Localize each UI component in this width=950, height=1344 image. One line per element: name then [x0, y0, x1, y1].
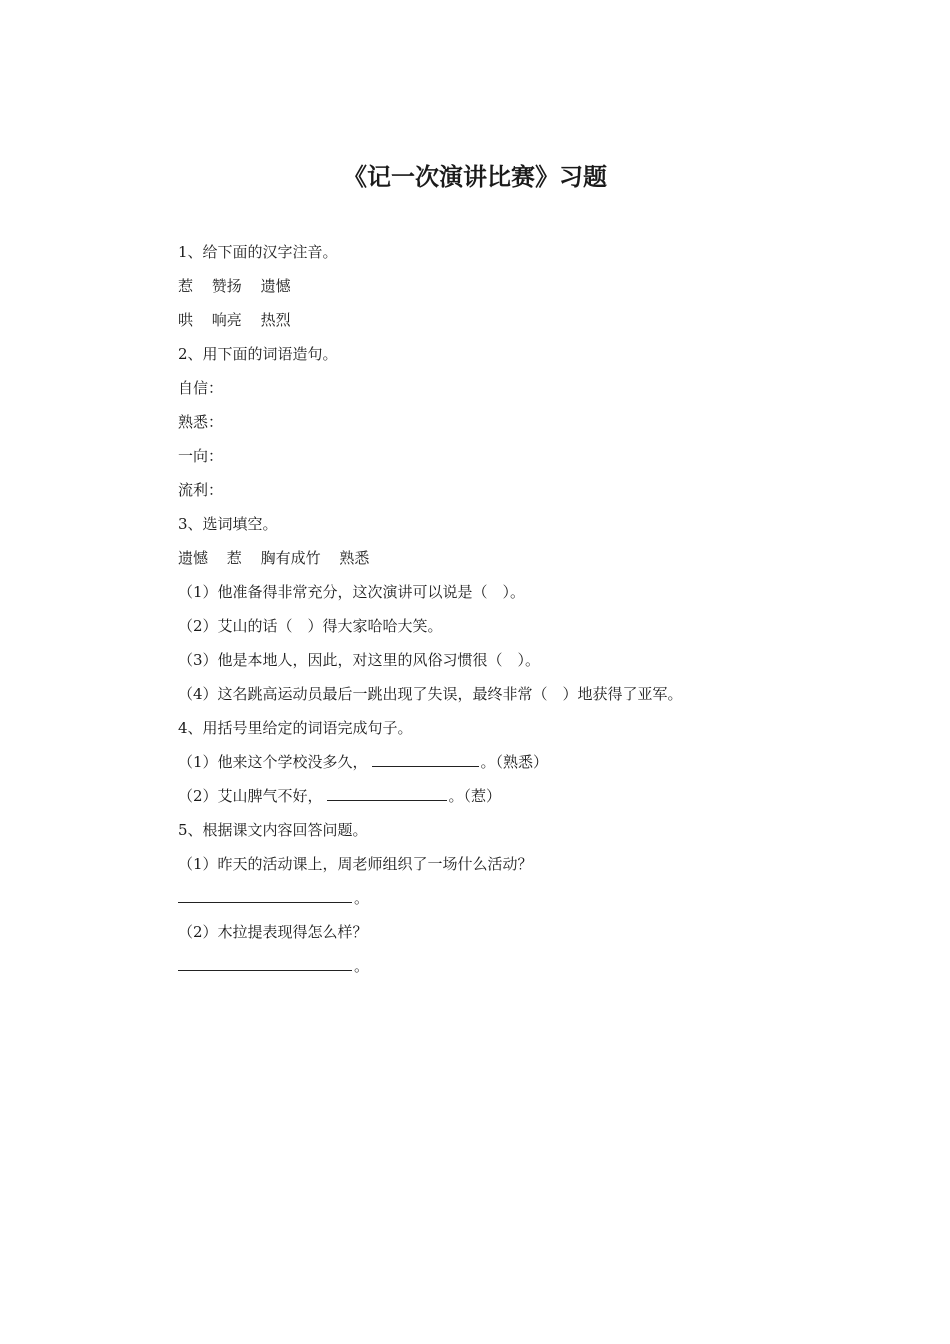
q3-heading: 3、选词填空。 — [178, 515, 278, 533]
q1-word: 赞扬 — [211, 277, 242, 295]
q4-item-hint: 。（惹） — [448, 787, 502, 805]
q1-word: 响亮 — [211, 311, 242, 329]
q5-answer-line — [178, 955, 818, 989]
q1-word: 惹 — [178, 277, 194, 295]
answer-blank — [327, 786, 447, 801]
q1-heading: 1、给下面的汉字注音。 — [178, 243, 338, 261]
q3-option: 胸有成竹 — [260, 549, 321, 567]
q1-word: 哄 — [178, 311, 194, 329]
answer-blank — [372, 752, 479, 767]
q3-item: （4）这名跳高运动员最后一跳出现了失误，最终非常（ ）地获得了亚军。 — [178, 685, 683, 703]
q4-item — [178, 751, 818, 785]
q3-item: （3）他是本地人，因此，对这里的风俗习惯很（ ）。 — [178, 651, 541, 669]
q3-item: （1）他准备得非常充分，这次演讲可以说是（ ）。 — [178, 583, 526, 601]
q3-option: 熟悉 — [339, 549, 370, 567]
q2-word-prompt: 流利： — [178, 481, 224, 499]
q1-word: 遗憾 — [260, 277, 291, 295]
q3-options — [178, 547, 818, 581]
q3-item: （2）艾山的话（ ）得大家哈哈大笑。 — [178, 617, 443, 635]
q4-item-text: （2）艾山脾气不好， — [178, 787, 323, 805]
answer-blank — [178, 956, 352, 971]
q5-heading: 5、根据课文内容回答问题。 — [178, 821, 368, 839]
q4-heading: 4、用括号里给定的词语完成句子。 — [178, 719, 413, 737]
q4-item-text: （1）他来这个学校没多久， — [178, 753, 368, 771]
q2-word-prompt: 自信： — [178, 379, 224, 397]
q5-answer-line — [178, 887, 818, 921]
q4-item-hint: 。（熟悉） — [480, 753, 549, 771]
q3-option: 惹 — [226, 549, 242, 567]
q3-option: 遗憾 — [178, 549, 209, 567]
q2-word-prompt: 一向： — [178, 447, 224, 465]
end-mark: 。 — [354, 889, 370, 907]
q1-row2 — [178, 309, 818, 343]
q2-heading: 2、用下面的词语造句。 — [178, 345, 338, 363]
exercise-content — [178, 241, 818, 989]
q2-word-prompt: 熟悉： — [178, 413, 224, 431]
answer-blank — [178, 888, 352, 903]
page-title: 《记一次演讲比赛》习题 — [343, 163, 607, 191]
q4-item — [178, 785, 818, 819]
q1-word: 热烈 — [260, 311, 291, 329]
q5-item: （1）昨天的活动课上，周老师组织了一场什么活动？ — [178, 855, 533, 873]
q1-row1 — [178, 275, 818, 309]
end-mark: 。 — [354, 957, 370, 975]
q5-item: （2）木拉提表现得怎么样？ — [178, 923, 368, 941]
